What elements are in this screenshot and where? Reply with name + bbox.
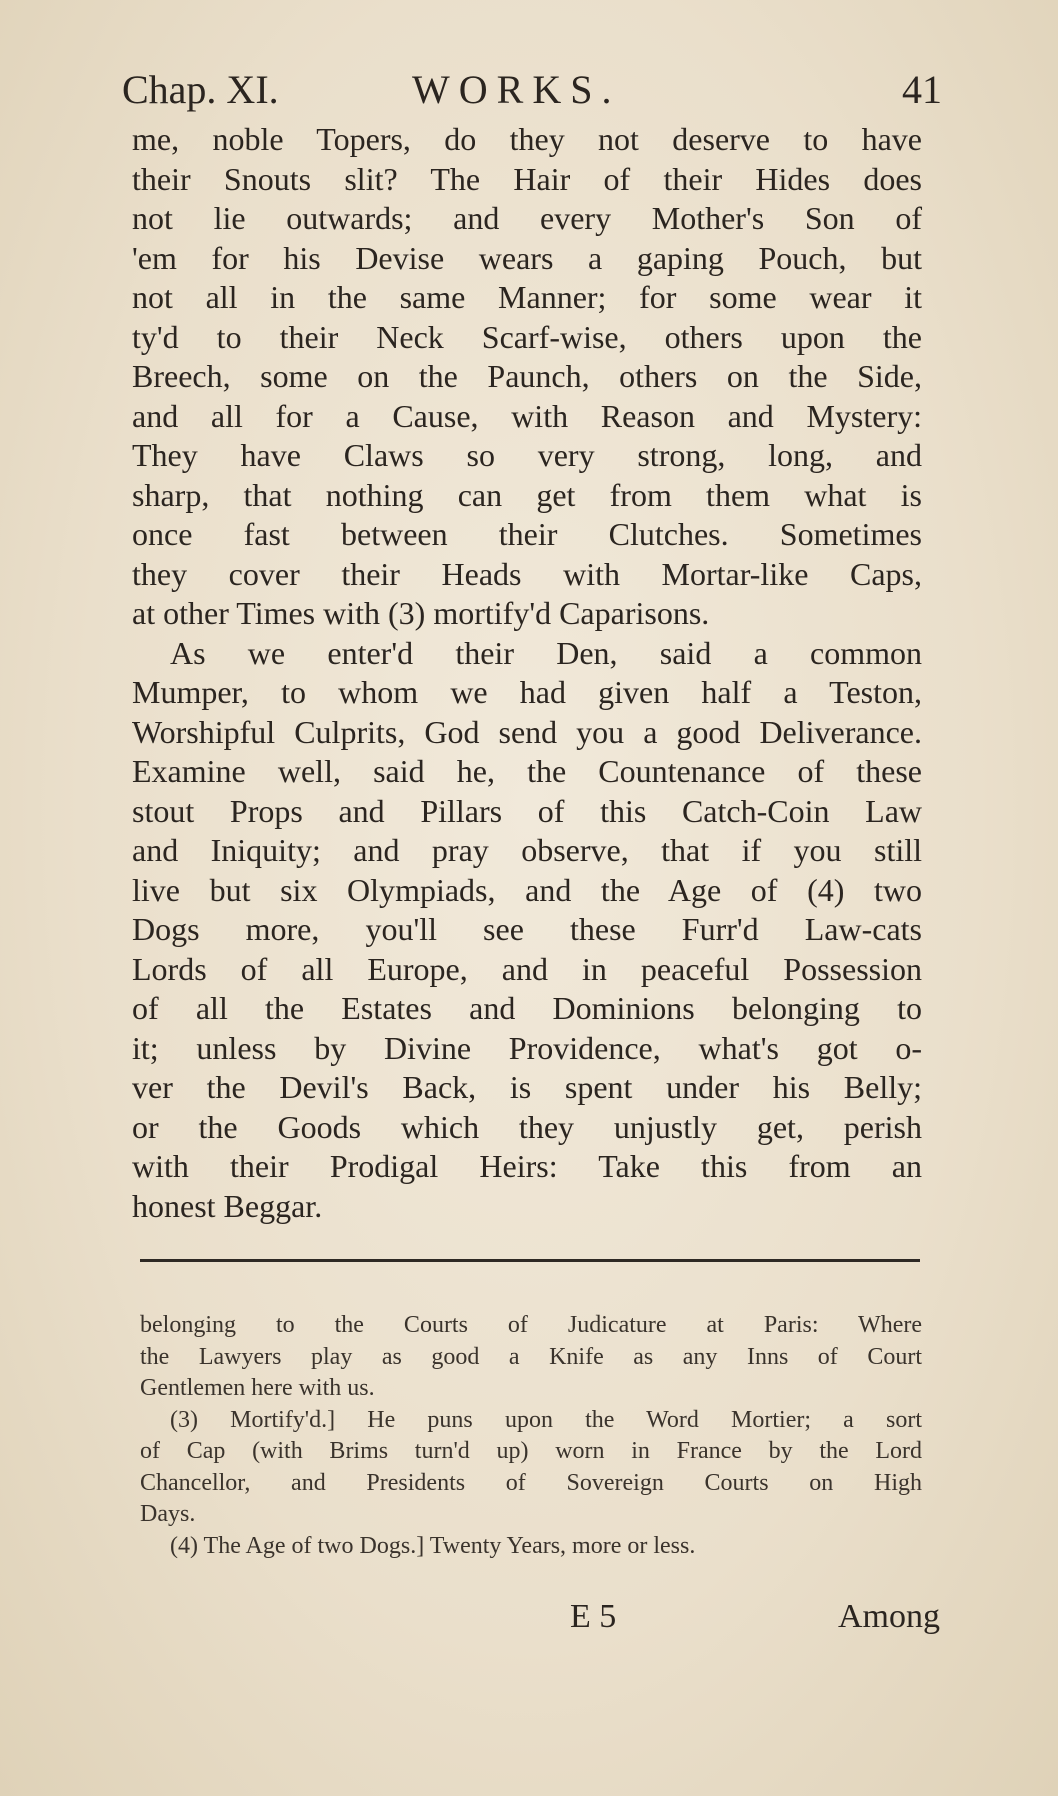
text-line: their Snouts slit? The Hair of their Hides does xyxy=(132,160,922,197)
text-line: and all for a Cause, with Reason and Mystery: xyxy=(132,397,922,434)
text-line: me, noble Topers, do they not deserve to have xyxy=(132,121,922,157)
main-text xyxy=(132,120,922,1226)
footnote-divider xyxy=(140,1259,920,1262)
text-line: stout Props and Pillars of this Catch-Coin Law xyxy=(132,792,922,829)
text-line: ty'd to their Neck Scarf-wise, others upon the xyxy=(132,318,922,355)
footnote-line: Chancellor, and Presidents of Sovereign Courts on High xyxy=(140,1469,922,1496)
text-line: at other Times with (3) mortify'd Caparisons. xyxy=(132,595,710,631)
running-title: WORKS. xyxy=(412,67,621,112)
text-line: As we enter'd their Den, said a common xyxy=(170,634,922,671)
text-line: Lords of all Europe, and in peaceful Possession xyxy=(132,950,922,987)
catchword: Among xyxy=(838,1598,940,1635)
text-line: not lie outwards; and every Mother's Son of xyxy=(132,200,922,236)
chapter-heading: Chap. XI. xyxy=(122,67,279,112)
text-line: Mumper, to whom we had given half a Teston, xyxy=(132,674,922,710)
text-line: not all in the same Manner; for some wear it xyxy=(132,279,922,315)
text-line: ver the Devil's Back, is spent under his Belly; xyxy=(132,1069,922,1105)
text-line: Worshipful Culprits, God send you a good Deliverance. xyxy=(132,713,922,750)
page-number: 41 xyxy=(902,67,942,112)
footnote-line: Gentlemen here with us. xyxy=(140,1375,375,1401)
running-header xyxy=(122,62,942,118)
text-line: live but six Olympiads, and the Age of (4) two xyxy=(132,871,922,908)
text-line: They have Claws so very strong, long, and xyxy=(132,437,922,473)
footnote-line: of Cap (with Brims turn'd up) worn in France by the Lord xyxy=(140,1438,922,1464)
footnote-line: belonging to the Courts of Judicature at Paris: Where xyxy=(140,1312,922,1338)
text-line: once fast between their Clutches. Sometimes xyxy=(132,516,922,552)
text-line: with their Prodigal Heirs: Take this from an xyxy=(132,1148,922,1184)
text-line: Examine well, said he, the Countenance of these xyxy=(132,753,922,789)
footnote-line: the Lawyers play as good a Knife as any Inns of Court xyxy=(140,1343,922,1370)
footnotes xyxy=(140,1310,922,1562)
text-line: they cover their Heads with Mortar-like Caps, xyxy=(132,555,922,592)
text-line: sharp, that nothing can get from them what is xyxy=(132,476,922,513)
text-line: Breech, some on the Paunch, others on the Side, xyxy=(132,358,922,394)
signature-mark: E 5 xyxy=(570,1598,617,1635)
page-footer xyxy=(140,1592,940,1642)
text-line: Dogs more, you'll see these Furr'd Law-cats xyxy=(132,911,922,947)
text-line: 'em for his Devise wears a gaping Pouch, but xyxy=(132,239,922,276)
text-line: it; unless by Divine Providence, what's got o- xyxy=(132,1029,922,1066)
text-line: and Iniquity; and pray observe, that if you still xyxy=(132,832,922,868)
footnote-line: (3) Mortify'd.] He puns upon the Word Mortier; a sort xyxy=(170,1406,922,1433)
footnote-line: (4) The Age of two Dogs.] Twenty Years, more or less. xyxy=(170,1532,696,1559)
footnote-line: Days. xyxy=(140,1501,196,1527)
text-line: or the Goods which they unjustly get, perish xyxy=(132,1108,922,1145)
text-line: honest Beggar. xyxy=(132,1187,323,1224)
text-line: of all the Estates and Dominions belonging to xyxy=(132,990,922,1026)
